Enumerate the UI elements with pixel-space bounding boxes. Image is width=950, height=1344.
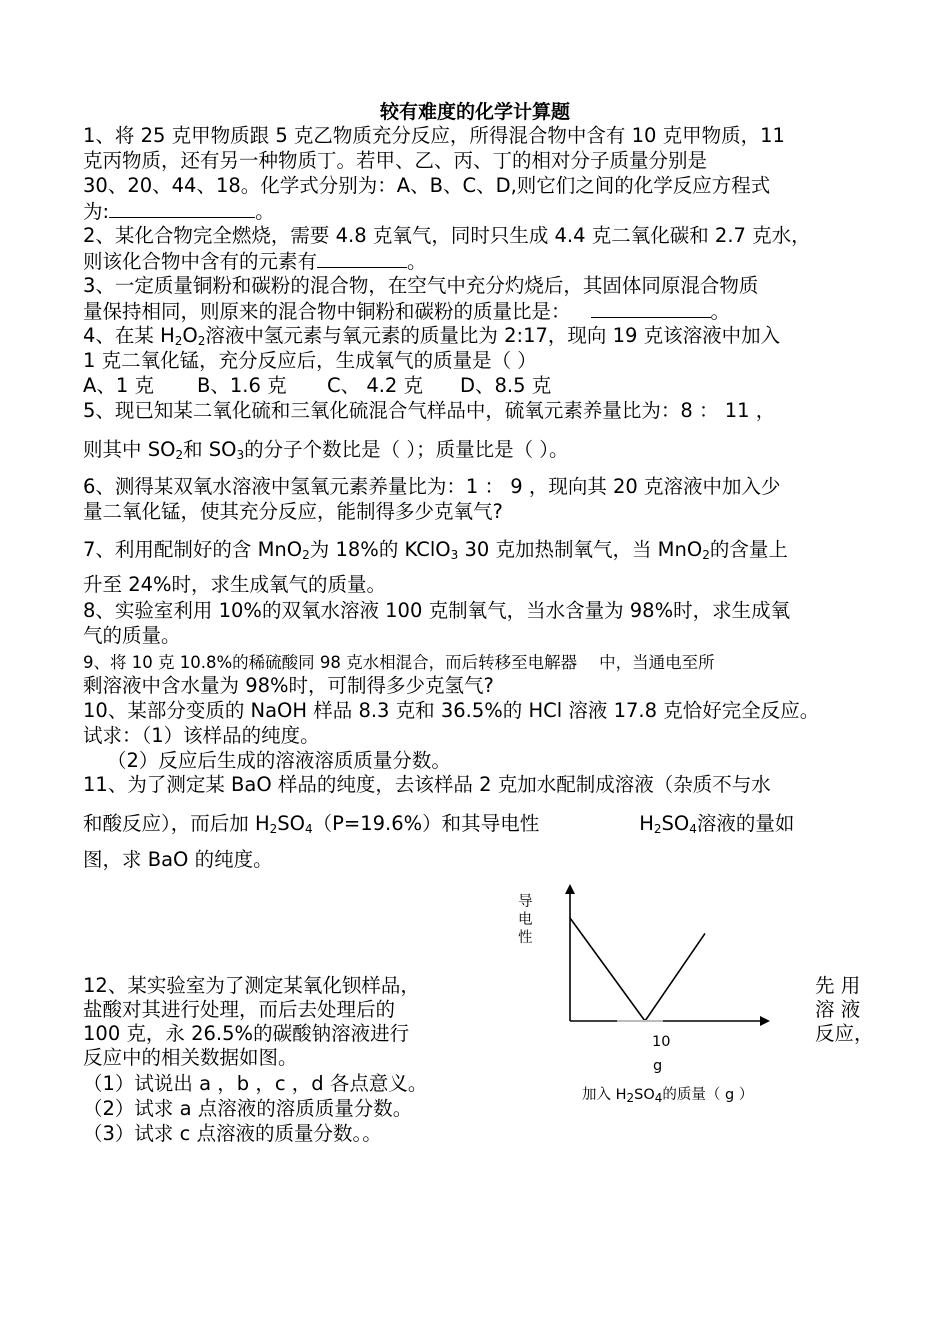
answer-blank [591, 299, 711, 318]
q4-option-c: C、 4.2 克 [327, 374, 424, 397]
q11-line1: 11、为了测定某 BaO 样品的纯度，去该样品 2 克加水配制成溶液（杂质不与水 [83, 773, 771, 796]
q10-line1: 10、某部分变质的 NaOH 样品 8.3 克和 36.5%的 HCl 溶液 17.8 克恰好完全反应。 [83, 699, 820, 722]
q12-right-line3: 反应， [815, 1022, 874, 1045]
page-title: 较有难度的化学计算题 [379, 101, 570, 123]
q12-line2: 盐酸对其进行处理，而后去处理后的 [83, 998, 396, 1021]
x-tick-label: 10 [652, 1034, 671, 1050]
y-axis-label-char: 性 [518, 930, 533, 946]
x-axis-caption: 加入 $H_2SO_4$的质量（ g ） [582, 1087, 754, 1105]
q12-sub1: （1）试说出 a ，b ，c ，d 各点意义。 [83, 1072, 428, 1095]
q5-line1: 5、现已知某二氧化硫和三氧化硫混合气样品中，硫氧元素养量比为：8 ： 11 ， [83, 399, 776, 422]
q1-line4: 为: 。 [83, 200, 275, 223]
q7-line2: 升至 24%时，求生成氧气的质量。 [83, 573, 387, 596]
q2-line1: 2、某化合物完全燃烧，需要 4.8 克氧气，同时只生成 4.4 克二氧化碳和 2.7 克水， [83, 224, 811, 247]
q4-option-b: B、1.6 克 [197, 374, 287, 397]
q1-line1: 1、将 25 克甲物质跟 5 克乙物质充分反应，所得混合物中含有 10 克甲物质，11 [83, 124, 785, 147]
answer-blank [317, 249, 407, 268]
q3-line1: 3、一定质量铜粉和碳粉的混合物，在空气中充分灼烧后，其固体同原混合物质 [83, 274, 759, 297]
q8-line2: 气的质量。 [83, 624, 181, 647]
q9-line2: 剩溶液中含水量为 98%时，可制得多少克氢气? [83, 674, 494, 697]
q12-right-line1: 先 用 [815, 974, 861, 997]
y-axis-label-char: 电 [518, 912, 533, 928]
conductivity-line [570, 918, 705, 1021]
q12-line4: 反应中的相关数据如图。 [83, 1046, 298, 1069]
q8-line1: 8、实验室利用 10%的双氧水溶液 100 克制氧气，当水含量为 98%时，求生成氧 [83, 599, 791, 622]
q11-line2: 和酸反应），而后加 $H_2SO_4(P=19.6\%)$和其导电性 $H_2SO_4$溶液的量如 [83, 812, 795, 836]
q10-line2: 试求：（1）该样品的纯度。 [83, 724, 320, 747]
conductivity-chart [540, 870, 790, 1040]
q12-sub3: （3）试求 c 点溶液的质量分数。。 [83, 1122, 382, 1145]
q4-option-d: D、8.5 克 [460, 374, 552, 397]
y-axis-label-char: 导 [518, 894, 533, 910]
q5-line2: 则其中 $SO_2$和 $SO_3$的分子个数比是（ ）；质量比是（ ）。 [83, 438, 569, 462]
q6-line1: 6、测得某双氧水溶液中氢氧元素养量比为：1 ： 9 ，现向其 20 克溶液中加入少 [83, 475, 781, 498]
q1-line3: 30、20、44、18。化学式分别为：A、B、C、D,则它们之间的化学反应方程式 [83, 174, 771, 197]
q2-line2: 则该化合物中含有的元素有 。 [83, 250, 427, 273]
q12-sub2: （2）试求 a 点溶液的溶质质量分数。 [83, 1097, 413, 1120]
q12-line3: 100 克，永 26.5%的碳酸钠溶液进行 [83, 1022, 410, 1045]
q3-line2: 量保持相同，则原来的混合物中铜粉和碳粉的质量比是： 。 [83, 300, 731, 323]
x-unit-label: g [653, 1058, 663, 1074]
q7-line1: 7、利用配制好的含 MnO$_2$为 18%的 KClO$_3$ 30 克加热制氧气，当 MnO$_2$的含量上 [83, 538, 788, 562]
q10-line3: （2）反应后生成的溶液溶质质量分数。 [107, 749, 451, 772]
q12-line1: 12、某实验室为了测定某氧化钡样品， [83, 974, 420, 997]
q4-line1: 4、在某 $H_2O_2$溶液中氢元素与氧元素的质量比为 2:17，现向 19 克该溶液中加入 [83, 324, 781, 348]
q4-line2: 1 克二氧化锰，充分反应后，生成氧气的质量是（ ） [83, 349, 537, 372]
answer-blank [109, 199, 255, 218]
q4-option-a: A、1 克 [83, 374, 154, 397]
q9-line1: 9、将 10 克 10.8%的稀硫酸同 98 克水相混合，而后转移至电解器 中，当通电至所 [83, 653, 715, 672]
q6-line2: 量二氧化锰，使其充分反应，能制得多少克氧气? [83, 500, 503, 523]
q11-line3: 图，求 BaO 的纯度。 [83, 848, 273, 871]
q12-right-line2: 溶 液 [815, 998, 861, 1021]
q1-line2: 克丙物质，还有另一种物质丁。若甲、乙、丙、丁的相对分子质量分别是 [83, 149, 708, 172]
